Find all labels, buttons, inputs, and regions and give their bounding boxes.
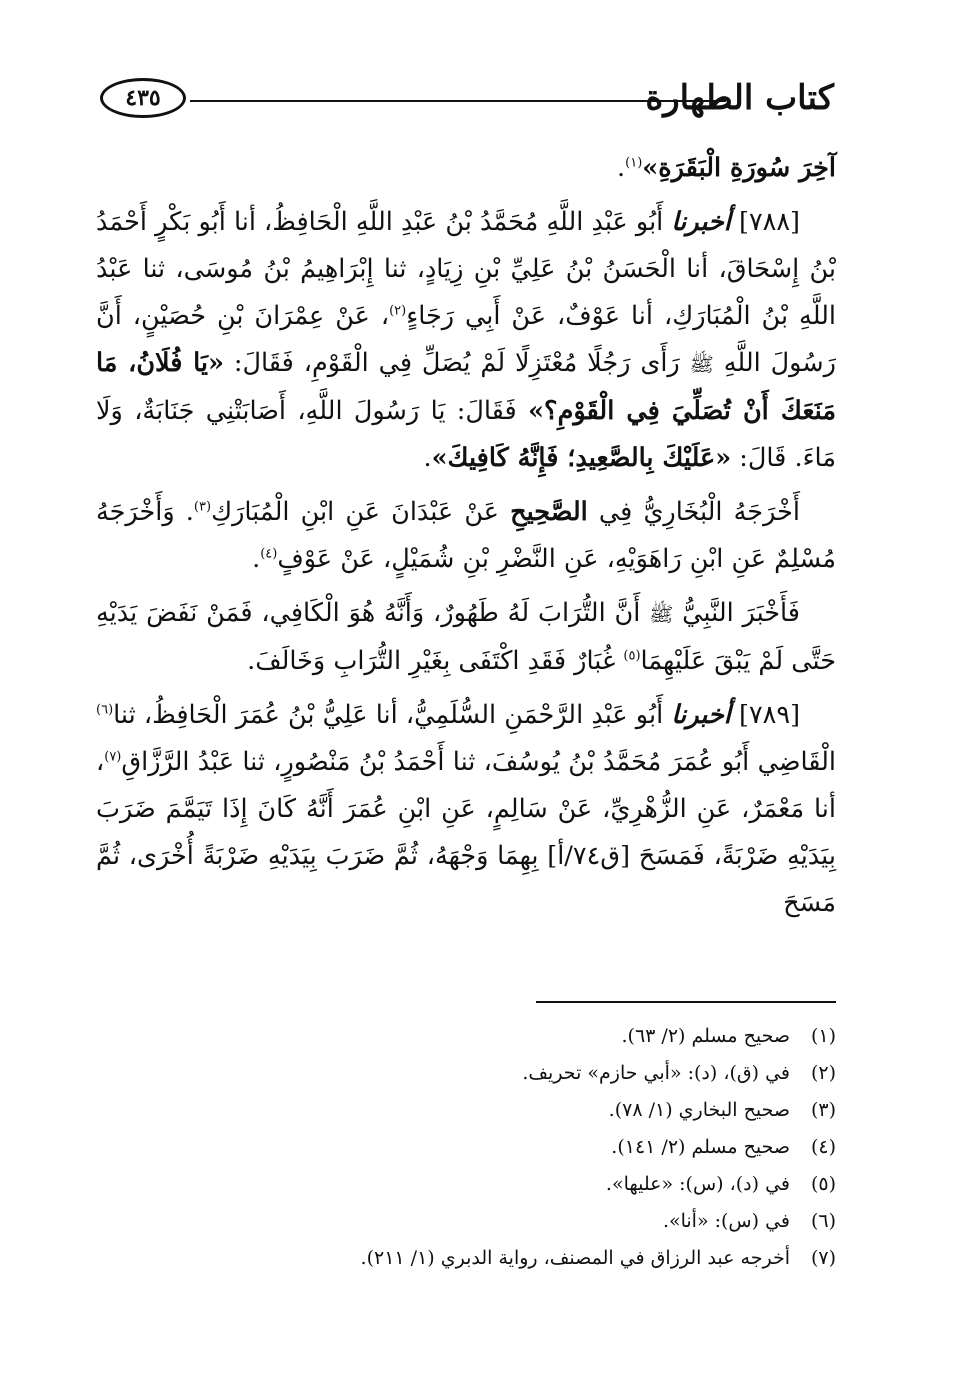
footnote-ref: (٤) bbox=[260, 546, 278, 562]
hadith-788: [٧٨٨] أخبرنا أَبُو عَبْدِ اللَّهِ مُحَمَّدُ بْنُ عَبْدِ اللَّهِ الْحَافِظُ، أنا أَبُو بَكْرٍ أَحْمَدُ بْنُ إِسْحَاقَ، أنا الْحَسَنُ بْنُ عَلِيِّ بْنِ زِيَادٍ، ثنا إِبْرَاهِيمُ بْنُ مُوسَى، ثنا عَبْدُ اللَّهِ بْنُ الْمُبَارَكِ، أنا عَوْفٌ، عَنْ أَبِي رَجَاءٍ$^{(٢)}$، عَنْ عِمْرَانَ بْنِ حُصَيْنٍ، أَنَّ رَسُولَ اللَّهِ ﷺ رَأَى رَجُلًا مُعْتَزِلًا لَمْ يُصَلِّ فِي الْقَوْمِ، فَقَالَ: «يَا فُلَانُ، مَا مَنَعَكَ أَنْ تُصَلِّيَ فِي الْقَوْمِ؟» فَقَالَ: يَا رَسُولَ اللَّهِ، أَصَابَتْنِي جَنَابَةٌ، وَلَا مَاءَ. قَالَ: «عَلَيْكَ بِالصَّعِيدِ؛ فَإِنَّهُ كَافِيكَ». bbox=[96, 207, 837, 473]
takhrij-paragraph: أَخْرَجَهُ الْبُخَارِيُّ فِي الصَّحِيحِ عَنْ عَبْدَانَ عَنِ ابْنِ الْمُبَارَكِ$^{(٣)}$. وَأَخْرَجَهُ مُسْلِمٌ عَنِ ابْنِ رَاهَوَيْهِ، عَنِ النَّضْرِ بْنِ شُمَيْلٍ، عَنْ عَوْفٍ$^{(٤)}$. bbox=[96, 497, 836, 574]
footnote-number: (٤) bbox=[810, 1136, 836, 1158]
footnote-item bbox=[96, 1203, 836, 1240]
hadith-number: [٧٨٨] bbox=[739, 207, 800, 237]
footnote-text: صحيح مسلم (٢/ ١٤١). bbox=[611, 1136, 790, 1158]
footnote-item bbox=[96, 1240, 836, 1277]
akhbarana-label: أخبرنا bbox=[671, 207, 731, 237]
folio-marker: [ق٧٤/أ] bbox=[547, 841, 631, 871]
chapter-title: كتاب الطهارة bbox=[645, 78, 834, 118]
footnote-ref: (١) bbox=[625, 155, 643, 171]
salla-symbol: ﷺ bbox=[689, 352, 714, 376]
footnote-text: أخرجه عبد الرزاق في المصنف، رواية الدبري (١/ ٢١١). bbox=[360, 1247, 790, 1269]
page-number: ٤٣٥ bbox=[100, 78, 186, 118]
akhbarana-label: أخبرنا bbox=[671, 700, 731, 730]
footnote-item bbox=[96, 1018, 836, 1055]
footnote-separator bbox=[536, 1001, 836, 1003]
footnote-item bbox=[96, 1055, 836, 1092]
footnote-item bbox=[96, 1166, 836, 1203]
continuation-line: آخِرَ سُورَةِ الْبَقَرَةِ»$^{(١)}$. bbox=[617, 153, 836, 183]
commentary-paragraph: فَأَخْبَرَ النَّبِيُّ ﷺ أَنَّ التُّرَابَ لَهُ طَهُورٌ، وَأَنَّهُ هُوَ الْكَافِي، فَمَنْ نَفَضَ يَدَيْهِ حَتَّى لَمْ يَبْقَ عَلَيْهِمَا$^{(٥)}$ غُبَارٌ فَقَدِ اكْتَفَى بِغَيْرِ التُّرَابِ وَخَالَفَ. bbox=[96, 598, 836, 676]
footnote-text: صحيح البخاري (١/ ٧٨). bbox=[608, 1099, 790, 1121]
header-rule bbox=[190, 100, 726, 102]
footnote-ref: (٥) bbox=[623, 648, 641, 664]
footnote-number: (٦) bbox=[810, 1210, 836, 1232]
prophet-quote: «عَلَيْكَ بِالصَّعِيدِ؛ فَإِنَّهُ كَافِيكَ» bbox=[431, 443, 732, 473]
footnote-ref: (٧) bbox=[104, 749, 122, 765]
footnote-ref: (٣) bbox=[193, 499, 212, 515]
footnote-text: في (د)، (س): «عليها». bbox=[605, 1173, 790, 1195]
hadith-789: [٧٨٩] أخبرنا أَبُو عَبْدِ الرَّحْمَنِ السُّلَمِيُّ، أنا عَلِيُّ بْنُ عُمَرَ الْحَافِظُ، ثنا$^{(٦)}$ الْقَاضِي أَبُو عُمَرَ مُحَمَّدُ بْنُ يُوسُفَ، ثنا أَحْمَدُ بْنُ مَنْصُورٍ، ثنا عَبْدُ الرَّزَّاقِ$^{(٧)}$، أنا مَعْمَرٌ، عَنِ الزُّهْرِيِّ، عَنْ سَالِمٍ، عَنِ ابْنِ عُمَرَ أَنَّهُ كَانَ إِذَا تَيَمَّمَ ضَرَبَ بِيَدَيْهِ ضَرْبَةً، فَمَسَحَ [ق٧٤/أ] بِهِمَا وَجْهَهُ، ثُمَّ ضَرَبَ بِيَدَيْهِ ضَرْبَةً أُخْرَى، ثُمَّ مَسَحَ bbox=[96, 700, 836, 918]
footnote-number: (١) bbox=[810, 1025, 836, 1047]
footnote-number: (٢) bbox=[810, 1062, 836, 1084]
footnote-text: صحيح مسلم (٢/ ٦٣). bbox=[621, 1025, 790, 1047]
footnote-number: (٥) bbox=[810, 1173, 836, 1195]
footnote-number: (٣) bbox=[810, 1099, 836, 1121]
footnote-item bbox=[96, 1129, 836, 1166]
main-text bbox=[96, 145, 836, 927]
sahih-title: الصَّحِيحِ bbox=[510, 497, 588, 527]
footnote-number: (٧) bbox=[810, 1247, 836, 1269]
footnotes bbox=[96, 1018, 836, 1277]
footnote-item bbox=[96, 1092, 836, 1129]
footnote-ref: (٢) bbox=[389, 303, 407, 319]
footnote-text: في (ق)، (د): «أبي حازم» تحريف. bbox=[522, 1062, 790, 1084]
hadith-number: [٧٨٩] bbox=[739, 700, 801, 730]
prophet-quote: «يَا فُلَانُ، مَا مَنَعَكَ أَنْ تُصَلِّيَ فِي الْقَوْمِ؟» bbox=[96, 348, 837, 426]
page-header bbox=[100, 78, 834, 128]
footnote-ref: (٦) bbox=[96, 702, 114, 718]
salla-symbol: ﷺ bbox=[649, 602, 674, 626]
footnote-text: في (س): «أنا». bbox=[662, 1210, 790, 1232]
